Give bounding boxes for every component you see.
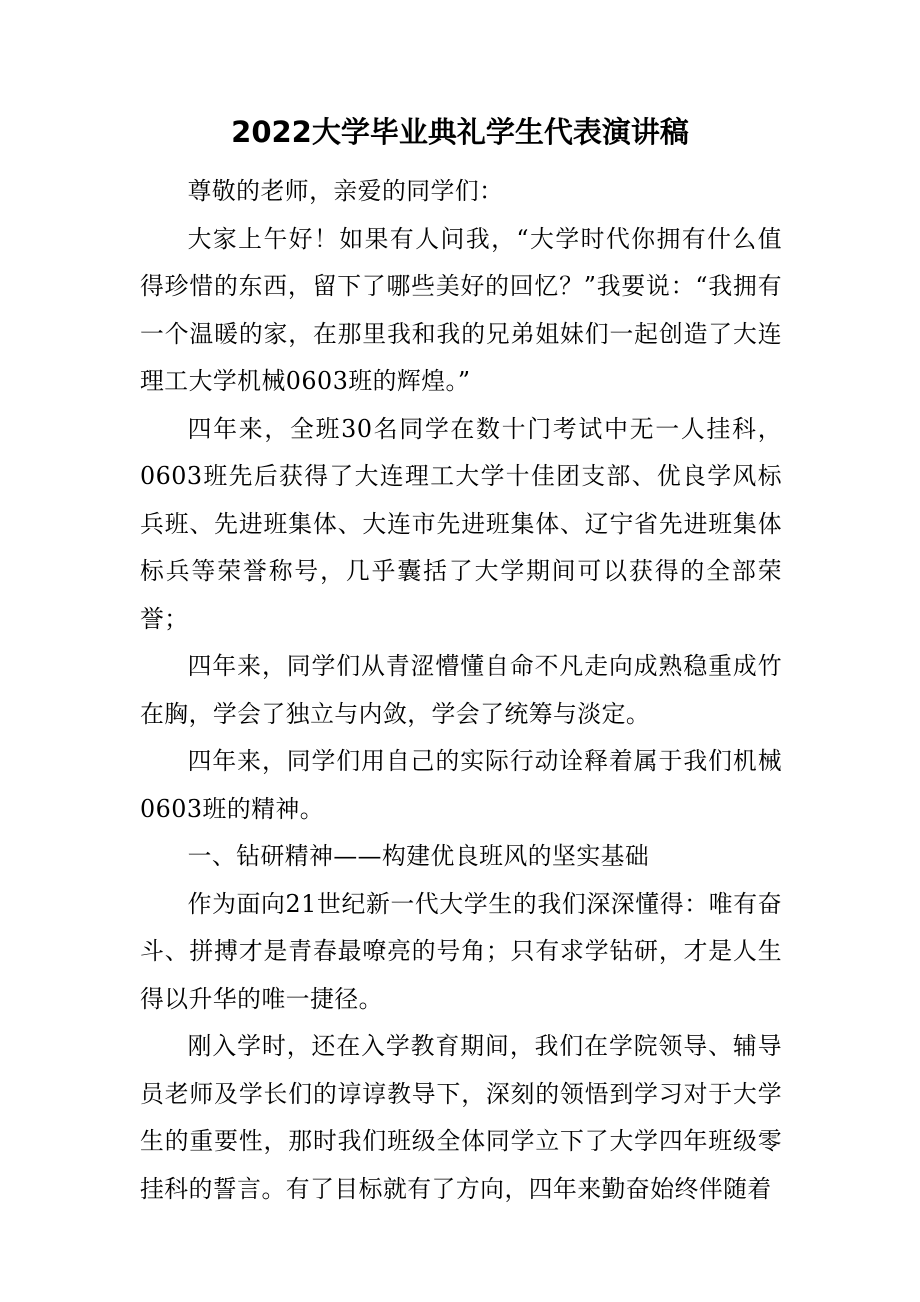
paragraph: 作为面向21世纪新一代大学生的我们深深懂得：唯有奋斗、拼搏才是青春最嘹亮的号角；只有求学钻研，才是人生得以升华的唯一捷径。	[140, 889, 782, 1013]
document-title: 2022大学毕业典礼学生代表演讲稿	[231, 115, 689, 149]
paragraph: 四年来，全班30名同学在数十门考试中无一人挂科，0603班先后获得了大连理工大学十佳团支部、优良学风标兵班、先进班集体、大连市先进班集体、辽宁省先进班集体标兵等荣誉称号，几乎囊括了大学期间可以获得的全部荣誉；	[140, 414, 782, 633]
paragraph: 尊敬的老师，亲爱的同学们：	[187, 177, 504, 205]
paragraph: 四年来，同学们从青涩懵懂自命不凡走向成熟稳重成竹在胸，学会了独立与内敛，学会了统筹与淡定。	[140, 652, 782, 728]
paragraph: 四年来，同学们用自己的实际行动诠释着属于我们机械0603班的精神。	[140, 747, 782, 823]
paragraph: 刚入学时，还在入学教育期间，我们在学院领导、辅导员老师及学长们的谆谆教导下，深刻的领悟到学习对于大学生的重要性，那时我们班级全体同学立下了大学四年班级零挂科的誓言。有了目标就有了方向，四年来勤奋始终伴随着	[140, 1032, 782, 1203]
paragraph: 大家上午好！如果有人问我，“大学时代你拥有什么值得珍惜的东西，留下了哪些美好的回忆？”我要说：“我拥有一个温暖的家，在那里我和我的兄弟姐妹们一起创造了大连理工大学机械0603班的辉煌。”	[140, 224, 782, 395]
document-body	[140, 168, 782, 1213]
section-heading: 一、钻研精神——构建优良班风的坚实基础	[187, 842, 650, 870]
